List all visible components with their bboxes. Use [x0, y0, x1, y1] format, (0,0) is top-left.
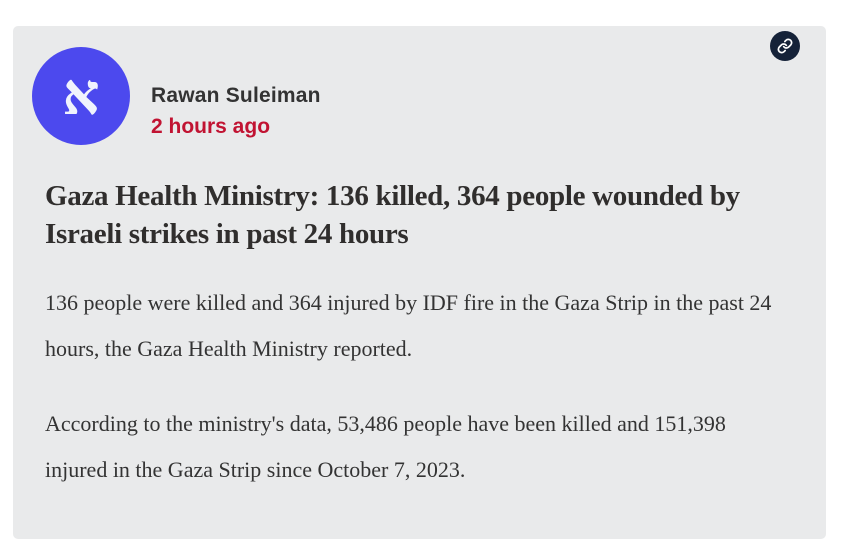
live-blog-entry-card — [13, 26, 826, 539]
entry-paragraph-2: According to the ministry's data, 53,486 people have been killed and 151,398 injured in the Gaza Strip since October 7, 2023. — [45, 411, 726, 482]
timestamp: 2 hours ago — [151, 115, 271, 139]
byline — [151, 84, 321, 139]
avatar — [32, 47, 130, 145]
link-icon — [777, 38, 793, 54]
entry-headline: Gaza Health Ministry: 136 killed, 364 people wounded by Israeli strikes in past 24 hours — [45, 180, 740, 250]
haaretz-logo-icon: א — [62, 60, 100, 128]
permalink-button[interactable] — [770, 31, 800, 61]
author-name: Rawan Suleiman — [151, 84, 321, 107]
entry-header — [32, 47, 790, 145]
entry-paragraph-1: 136 people were killed and 364 injured by IDF fire in the Gaza Strip in the past 24 hours, the Gaza Health Ministry reported. — [45, 290, 772, 361]
